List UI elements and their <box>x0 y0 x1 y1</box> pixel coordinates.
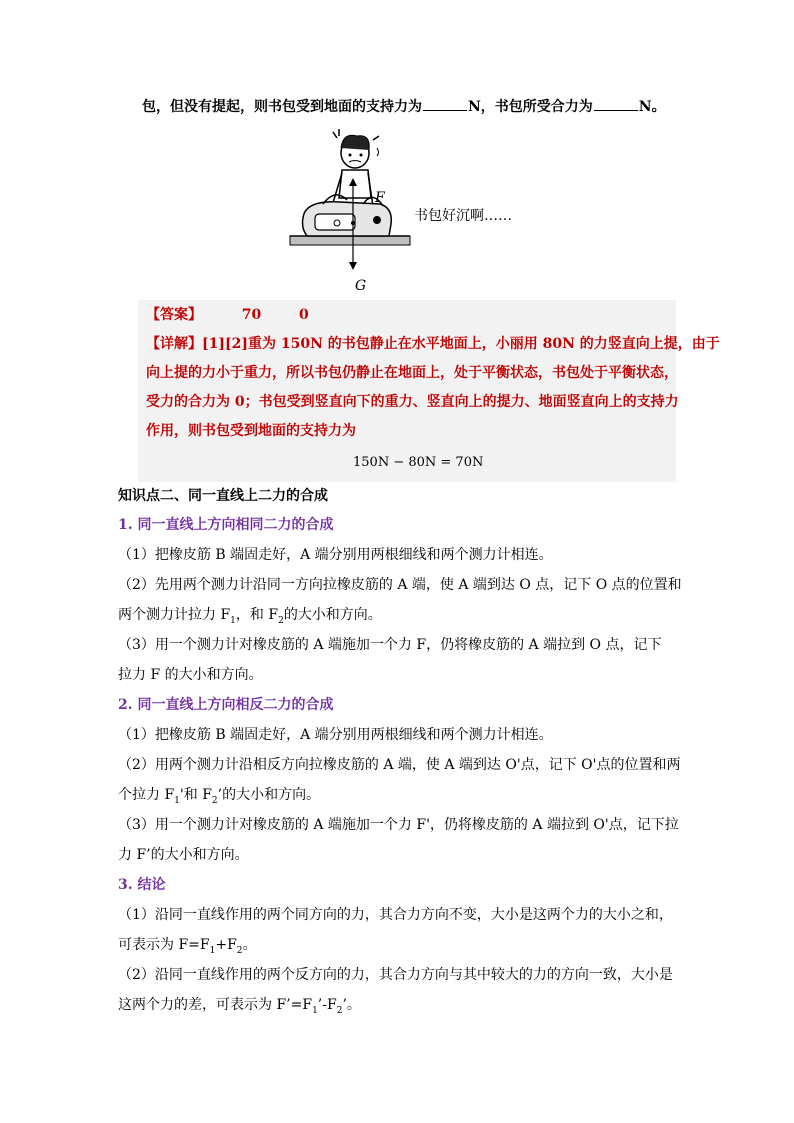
hair <box>341 135 369 150</box>
answer-value-2: 0 <box>298 307 309 323</box>
sub2-title: 2. 同一直线上方向相反二力的合成 <box>118 697 334 713</box>
conclusion-2b: 这两个力的差，可表示为 $F’=F_1’-F_2$’。 <box>118 997 361 1016</box>
answer-blank-1[interactable] <box>423 96 467 111</box>
answer-label: 【答案】 <box>146 307 202 323</box>
sub2-step1: （1）把橡皮筋 B 端固走好，A 端分别用两根细线和两个测力计相连。 <box>118 727 553 743</box>
sub1-step1: （1）把橡皮筋 B 端固走好，A 端分别用两根细线和两个测力计相连。 <box>118 547 553 563</box>
sub1-title: 1. 同一直线上方向相同二力的合成 <box>118 517 334 533</box>
answer-line <box>146 304 309 324</box>
sub2-step2a: （2）用两个测力计沿相反方向拉橡皮筋的 A 端，使 A 端到达 O'点，记下 O'点的位置和两 <box>118 757 681 773</box>
section-title: 知识点二、同一直线上二力的合成 <box>118 488 328 504</box>
sub1-step3b: 拉力 F 的大小和方向。 <box>118 667 263 683</box>
sub2-step3a: （3）用一个测力计对橡皮筋的 A 端施加一个力 F'，仍将橡皮筋的 A 端拉到 O'点，记下拉 <box>118 817 679 833</box>
conclusion-2a: （2）沿同一直线作用的两个反方向的力，其合力方向与其中较大的力的方向一致，大小是 <box>118 967 673 983</box>
answer-blank-2[interactable] <box>594 96 638 111</box>
sub1-step3a: （3）用一个测力计对橡皮筋的 A 端施加一个力 F，仍将橡皮筋的 A 端拉到 O 点，记下 <box>118 637 662 653</box>
ground <box>290 236 410 245</box>
sub2-step2b: 个拉力 $F_1'$和 $F_2$’的大小和方向。 <box>118 787 321 806</box>
detail-line-2: 向上提的力小于重力，所以书包仍静止在地面上，处于平衡状态，书包处于平衡状态， <box>146 365 678 381</box>
sub1-step2a: （2）先用两个测力计沿同一方向拉橡皮筋的 A 端，使 A 端到达 O 点，记下 O 点的位置和 <box>118 577 682 593</box>
answer-value-1: 70 <box>241 307 262 323</box>
conclusion-1b: 可表示为 $F=F_1+F_2$。 <box>118 937 257 956</box>
question-part2: N，书包所受合力为 <box>468 99 593 115</box>
question-part3: N。 <box>638 99 666 115</box>
figure-caption: 书包好沉啊…… <box>414 208 512 224</box>
sub1-step2b: 两个测力计拉力 $F_1$，和 $F_2$的大小和方向。 <box>118 607 382 626</box>
sub2-step3b: 力 F’的大小和方向。 <box>118 847 249 863</box>
question-line <box>142 96 666 116</box>
force-f-label: F <box>375 190 385 206</box>
force-g-label: G <box>355 278 367 294</box>
answer-box <box>138 300 720 482</box>
question-part1: 包，但没有提起，则书包受到地面的支持力为 <box>142 99 422 115</box>
detail-line-4: 作用，则书包受到地面的支持力为 <box>146 423 356 439</box>
detail-line-3: 受力的合力为 0；书包受到竖直向下的重力、竖直向上的提力、地面竖直向上的支持力 <box>146 394 679 410</box>
formula: 150N − 80N = 70N <box>353 455 484 470</box>
sub3-title: 3. 结论 <box>118 877 166 893</box>
detail-label: 【详解】 <box>146 336 202 352</box>
detail-line-1: 【详解】[1][2]重为 150N 的书包静止在水平地面上，小丽用 80N 的力竖直向上提，由于 <box>146 336 720 352</box>
conclusion-1a: （1）沿同一直线作用的两个同方向的力，其合力方向不变，大小是这两个力的大小之和， <box>118 907 673 923</box>
